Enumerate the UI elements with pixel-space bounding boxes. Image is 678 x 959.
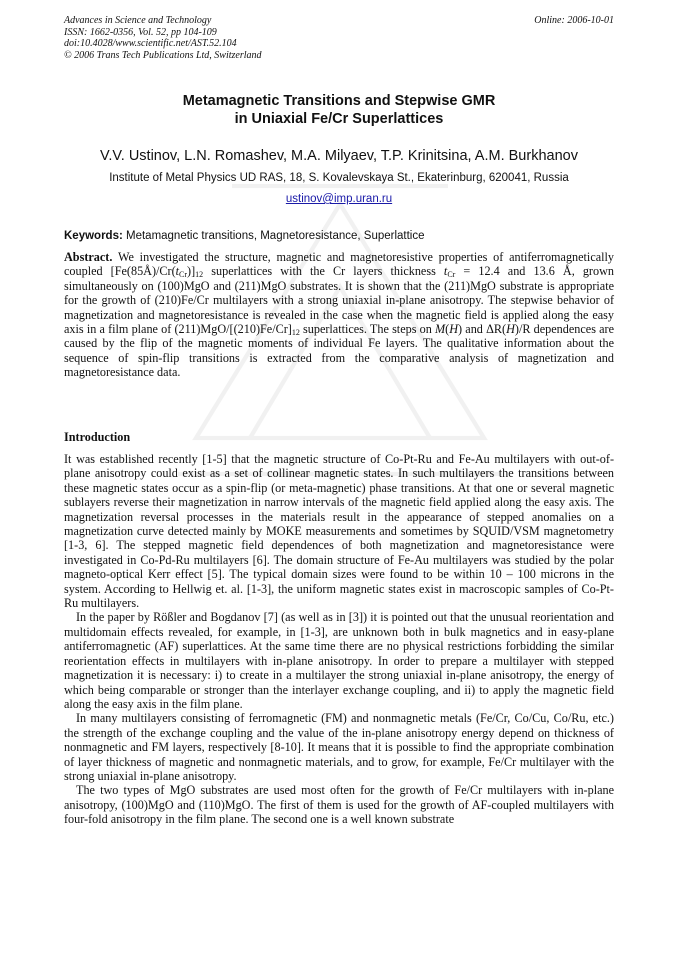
abstract-symbol: H <box>449 322 459 337</box>
affiliation: Institute of Metal Physics UD RAS, 18, S. Kovalevskaya St., Ekaterinburg, 620041, Russia <box>109 172 569 184</box>
issn-line: ISSN: 1662-0356, Vol. 52, pp 104-109 <box>64 26 217 38</box>
abstract-text: superlattices with the Cr layers thickness <box>203 264 444 279</box>
paper-title <box>64 92 614 128</box>
abstract-symbol: t <box>443 264 448 279</box>
title-line-1: Metamagnetic Transitions and Stepwise GMR <box>182 93 496 109</box>
abstract-text: superlattices. The steps on <box>299 322 436 337</box>
paragraph: In many multilayers consisting of ferromagnetic (FM) and nonmagnetic metals (Fe/Cr, Co/Cu, Co/Ru, etc.) the strength of the exchange coupling and the value of the in-plane anisotropy energy depend on thickness of nonmagnetic and FM layers, respectively [8-10]. It means that it is possible to find the appropriate combination of layer thickness of magnetic and nonmagnetic materials, and to grow, for example, Fe/Cr multilayer with the strong uniaxial in-plane anisotropy. <box>64 711 614 783</box>
copyright-line: © 2006 Trans Tech Publications Ltd, Switzerland <box>64 49 262 61</box>
paragraph: It was established recently [1-5] that the magnetic structure of Co-Pt-Ru and Fe-Au multilayers with out-of-plane anisotropy could exist as a set of collinear magnetic states. In such multilayers the transitions between these magnetic states occur as a spin-flip (or meta-magnetic) phase transitions. At that one or several magnetic sublayers reverse their magnetization in narrow intervals of the magnetic field applied along the easy axis. The magnetization reversal processes in the materials result in the appearance of stepped anomalies on a magnetization curve detected mainly by MOKE measurements and sometimes by SQUID/VSM magnetometry [1-3, 6]. The stepped magnetic field dependences of both magnetization and magnetoresistance were investigated in Co-Pd-Ru multilayers [6]. The domain structure of Fe-Au multilayers was studied by the polar magneto-optical Kerr effect [5]. The typical domain sizes were found to be within 10 – 100 microns in the system. According to Hellwig et. al. [1-3], the uniform magnetic states exist in macroscopic samples of Co-Pt-Ru multilayers. <box>64 452 614 611</box>
abstract-label: Abstract. <box>64 250 113 264</box>
title-line-2: in Uniaxial Fe/Cr Superlattices <box>234 111 444 127</box>
journal-name: Advances in Science and Technology <box>64 15 212 26</box>
abstract-text: )/R dependences are caused by the flip of the magnetic moments of individual Fe layers. The qualitative information about the sequence of spin-flip transitions is extracted from the comparative analysis of magnetization and magnetoresistance data. <box>64 322 615 380</box>
abstract-subscript: 12 <box>195 270 204 280</box>
keywords-label: Keywords: <box>64 230 123 242</box>
journal-header <box>64 15 262 61</box>
abstract-subscript: Cr <box>179 270 188 280</box>
abstract-text: We investigated the structure, magnetic and magnetoresistive properties of antiferromagnetically coupled [Fe(85Å)/Cr( <box>64 250 614 279</box>
keywords <box>64 229 614 243</box>
introduction-body <box>64 452 614 827</box>
paragraph: In the paper by Rößler and Bogdanov [7] (as well as in [3]) it is pointed out that the unusual reorientation and multidomain effects revealed, for example, in [1-3], are unknown both in bulk magnetics and in easy-plane antiferromagnetic (AF) superlattices. At the same time there are no physical restrictions forbidding the similar reorientation effects in multilayers with in-plane anisotropy. In order to prepare a multilayer with stepped magnetization it is necessary: i) to create in a multilayer the strong uniaxial in-plane anisotropy, the energy of which being comparable or stronger than the interlayer exchange coupling, and ii) to apply the magnetic field along the easy axis in the film plane. <box>64 610 614 711</box>
online-date: Online: 2006-10-01 <box>534 15 614 26</box>
email-link[interactable]: ustinov@imp.uran.ru <box>285 193 393 205</box>
abstract-text: and ΔR( <box>462 322 507 337</box>
doi-line: doi:10.4028/www.scientific.net/AST.52.104 <box>64 38 237 49</box>
introduction-heading: Introduction <box>64 430 131 444</box>
abstract-text: = 12.4 and 13.6 Å, grown simultaneously on (100)MgO and (211)MgO substrates. It is shown that the (211)MgO substrate is appropriate for the growth of (210)Fe/Cr multilayers with a strong uniaxial in-plane anisotropy. The stepwise behavior of magnetization and magnetoresistance is revealed in the case when the magnetic field is applied along the easy axis in a film plane of (211)MgO/[(210)Fe/Cr] <box>64 264 614 337</box>
author-list: V.V. Ustinov, L.N. Romashev, M.A. Milyaev, T.P. Krinitsina, A.M. Burkhanov <box>100 148 578 164</box>
abstract: Abstract. We investigated the structure, magnetic and magnetoresistive properties of antiferromagnetically coupled $[Fe(85Å)/Cr(t_{Cr})]_{12}$ superlattices with the Cr layers thickness $t_{Cr} = 12.4$ and 13.6 Å, grown simultaneously on (100)MgO and (211)MgO substrates. It is shown that the (211)MgO substrate is appropriate for the growth of (210)Fe/Cr multilayers with a strong uniaxial in-plane anisotropy. The stepwise behavior of magnetization and magnetoresistance is revealed in the case when the magnetic field is applied along the easy axis in a film plane of $(211)MgO/[(210)Fe/Cr]_{12}$ superlattices. The steps on M(H) and ΔR(H)/R dependences are caused by the flip of the magnetic moments of individual Fe layers. The qualitative information about the sequence of spin-flip transitions is extracted from the comparative analysis of magnetization and magnetoresistance data. <box>64 250 615 380</box>
abstract-subscript: Cr <box>447 270 456 280</box>
abstract-symbol: M <box>435 322 446 337</box>
keywords-text: Metamagnetic transitions, Magnetoresistance, Superlattice <box>126 230 425 242</box>
abstract-text: )] <box>187 264 196 279</box>
abstract-symbol: t <box>175 264 180 279</box>
email-line <box>64 192 614 206</box>
paragraph: The two types of MgO substrates are used most often for the growth of Fe/Cr multilayers with in-plane anisotropy, (100)MgO and (110)MgO. The first of them is used for the growth of AF-coupled multilayers with four-fold anisotropy in the film plane. The second one is a well known substrate <box>64 783 614 827</box>
abstract-symbol: H <box>506 322 515 337</box>
abstract-subscript: 12 <box>291 328 300 338</box>
